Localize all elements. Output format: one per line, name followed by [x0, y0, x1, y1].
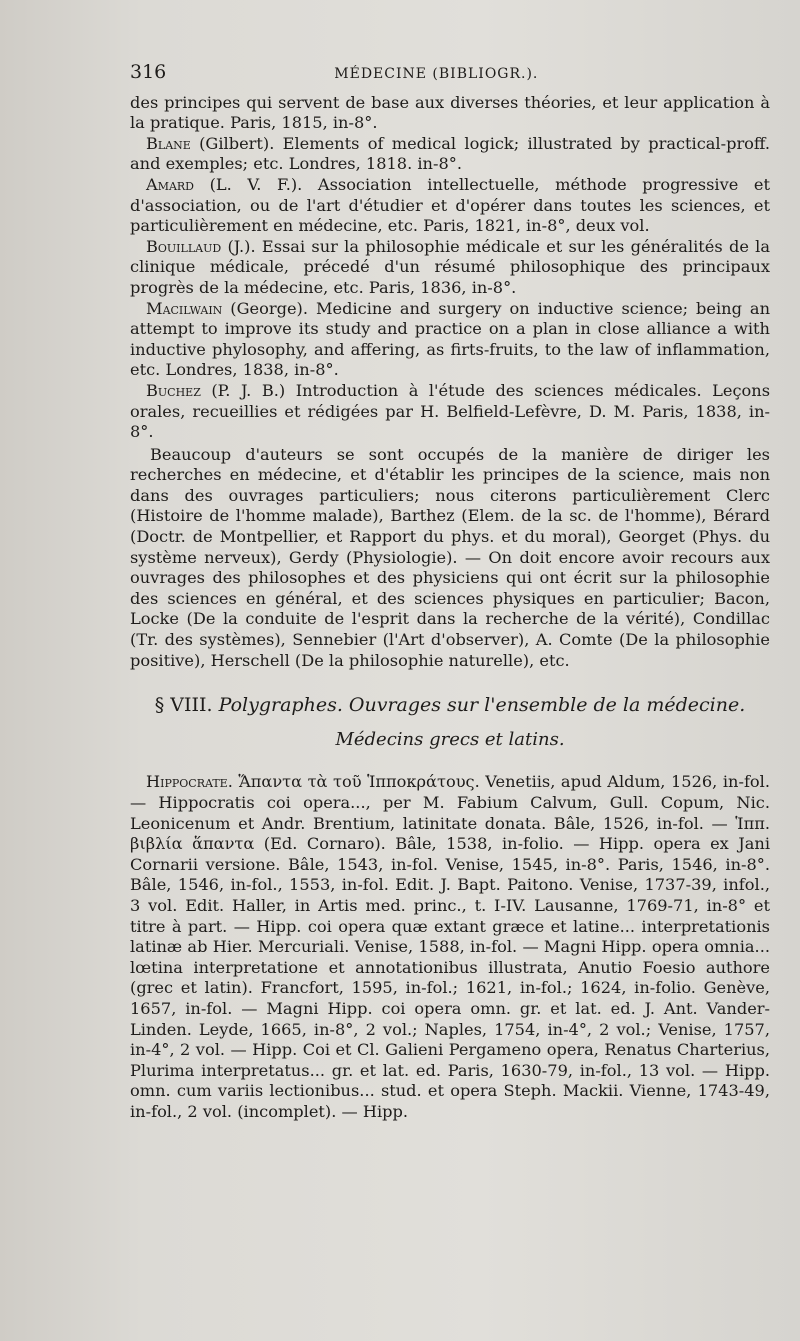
running-title: MÉDECINE (BIBLIOGR.). [334, 66, 539, 82]
author-name: Buchez [146, 380, 201, 400]
entry-macilwain: Macilwain (George). Medicine and surgery on inductive science; being an attempt to improve its study and practice on a plan in close alliance a with inductive phylosophy, and affering, as firts-fruits, to the law of inflammation, etc. Londres, 1838, in-8°. [130, 298, 770, 380]
page-header [130, 62, 770, 85]
author-name: Bouillaud [146, 236, 222, 256]
entry-blane: Blane (Gilbert). Elements of medical logick; illustrated by practical-proff. and exemples; etc. Londres, 1818. in-8°. [130, 133, 770, 174]
entry-amard: Amard (L. V. F.). Association intellectuelle, méthode progressive et d'association, ou de l'art d'étudier et d'opérer dans toutes les sciences, et particulièrement en médecine, etc. Paris, 1821, in-8°, deux vol. [130, 174, 770, 236]
text-block [130, 62, 770, 1123]
body-paragraph: Beaucoup d'auteurs se sont occupés de la manière de diriger les recherches en médecine, et d'établir les principes de la science, mais non dans des ouvrages particuliers; nous citerons particulièrement Clerc (Histoire de l'homme malade), Barthez (Elem. de la sc. de l'homme), Bérard (Doctr. de Montpellier, et Rapport du phys. et du moral), Georget (Phys. du système nerveux), Gerdy (Physiologie). — On doit encore avoir recours aux ouvrages des philosophes et des physiciens qui ont écrit sur la philosophie des sciences en général, et des sciences physiques en particulier; Bacon, Locke (De la conduite de l'esprit dans la recherche de la vérité), Condillac (Tr. des systèmes), Sennebier (l'Art d'observer), A. Comte (De la philosophie positive), Herschell (De la philosophie naturelle), etc. [130, 444, 770, 670]
entry-buchez: Buchez (P. J. B.) Introduction à l'étude des sciences médicales. Leçons orales, recueillies et rédigées par H. Belfield-Lefèvre, D. M. Paris, 1838, in-8°. [130, 380, 770, 442]
section-subheading: Médecins grecs et latins. [335, 728, 565, 750]
author-name: Blane [146, 133, 191, 153]
author-name: Hippocrate. [146, 772, 233, 792]
page-number: 316 [130, 61, 167, 83]
author-name: Macilwain [146, 298, 223, 318]
entry-hippocrate: Hippocrate. Ἅπαντα τὰ τοῦ Ἱπποκράτους. Venetiis, apud Aldum, 1526, in-fol. — Hippocratis coi opera..., per M. Fabium Calvum, Gull. Copum, Nic. Leonicenum et Andr. Brentium, latinitate donata. Bâle, 1526, in-fol. — Ἱππ. βιβλία ἅπαντα (Ed. Cornaro). Bâle, 1538, in-folio. — Hipp. opera ex Jani Cornarii versione. Bâle, 1543, in-fol. Venise, 1545, in-8°. Paris, 1546, in-8°. Bâle, 1546, in-fol., 1553, in-fol. Edit. J. Bapt. Paitono. Venise, 1737-39, infol., 3 vol. Edit. Haller, in Artis med. princ., t. I-IV. Lausanne, 1769-71, in-8° et titre à part. — Hipp. coi opera quæ extant græce et latine... interpretationis latinæ ab Hier. Mercuriali. Venise, 1588, in-fol. — Magni Hipp. opera omnia... lœtina interpretatione et annotationibus illustrata, Anutio Foesio authore (grec et latin). Francfort, 1595, in-fol.; 1621, in-fol.; 1624, in-folio. Genève, 1657, in-fol. — Magni Hipp. coi opera omn. gr. et lat. ed. J. Ant. Vander-Linden. Leyde, 1665, in-8°, 2 vol.; Naples, 1754, in-4°, 2 vol.; Venise, 1757, in-4°, 2 vol. — Hipp. Coi et Cl. Galieni Pergameno opera, Renatus Charterius, Plurima interpretatus... gr. et lat. ed. Paris, 1630-79, in-fol., 13 vol. — Hipp. omn. cum variis lectionibus... stud. et opera Steph. Mackii. Vienne, 1743-49, in-fol., 2 vol. (incomplet). — Hipp. [130, 772, 770, 1121]
author-name: Amard [146, 174, 194, 194]
entry-continuation: des principes qui servent de base aux diverses théories, et leur application à la pratique. Paris, 1815, in-8°. [130, 92, 770, 133]
entry-bouillaud: Bouillaud (J.). Essai sur la philosophie médicale et sur les généralités de la clinique médicale, précedé d'un résumé philosophique des principaux progrès de la médecine, etc. Paris, 1836, in-8°. [130, 236, 770, 297]
section-heading: § VIII. Polygraphes. Ouvrages sur l'ensemble de la médecine. [154, 694, 746, 717]
